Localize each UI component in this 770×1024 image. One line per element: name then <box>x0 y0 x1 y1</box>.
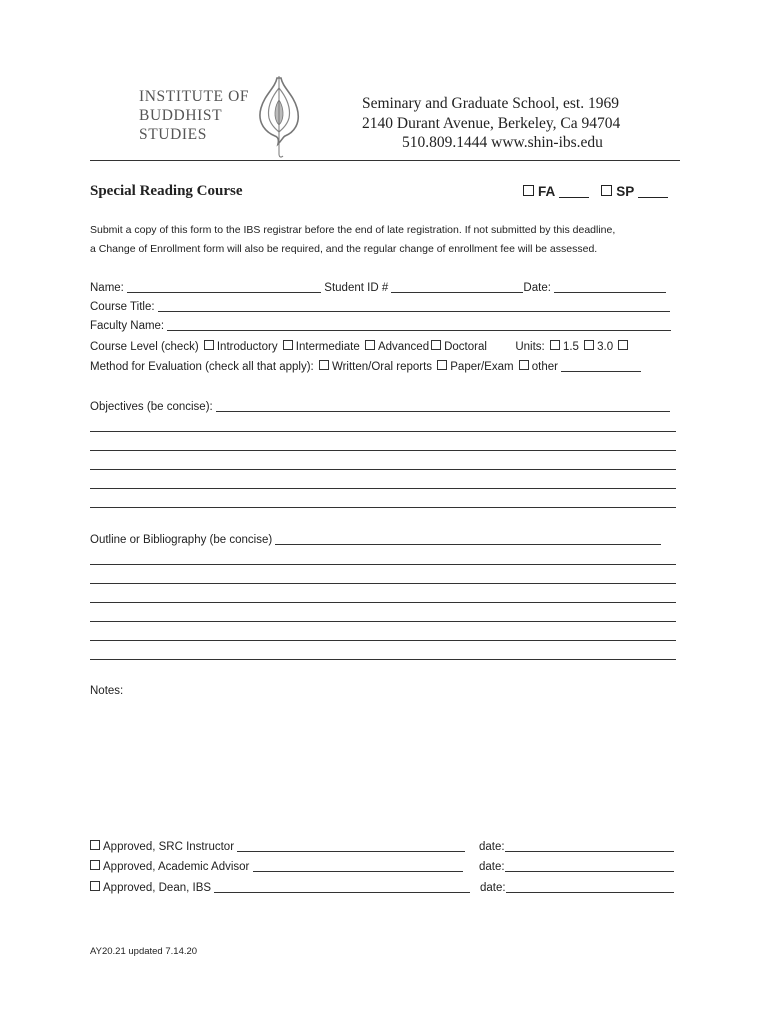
outline-line[interactable] <box>90 564 676 565</box>
advanced-checkbox[interactable] <box>365 340 375 350</box>
paper-exam-checkbox[interactable] <box>437 360 447 370</box>
logo-line-3: STUDIES <box>139 126 207 143</box>
faculty-name-label: Faculty Name: <box>90 320 165 332</box>
student-id-label: Student ID # <box>324 282 389 294</box>
approval-advisor-date-label: date: <box>479 861 505 873</box>
course-title-field[interactable] <box>158 300 670 312</box>
introductory-checkbox[interactable] <box>204 340 214 350</box>
instructions <box>90 221 615 259</box>
student-id-field[interactable] <box>391 281 523 293</box>
units-3-0-label: 3.0 <box>597 341 614 353</box>
units-extra-checkbox[interactable] <box>618 340 628 350</box>
version-footer: AY20.21 updated 7.14.20 <box>90 946 198 957</box>
name-field[interactable] <box>127 281 321 293</box>
faculty-name-row <box>90 319 671 332</box>
approved-advisor-signature[interactable] <box>253 860 463 872</box>
term-fa-label: FA <box>538 184 556 199</box>
approval-dean-date-field[interactable] <box>506 881 674 893</box>
outline-line[interactable] <box>90 583 676 584</box>
written-oral-checkbox[interactable] <box>319 360 329 370</box>
logo-line-2: BUDDHIST <box>139 107 223 124</box>
approved-src-signature[interactable] <box>237 840 465 852</box>
approval-advisor-date-field[interactable] <box>505 860 674 872</box>
doctoral-checkbox[interactable] <box>431 340 441 350</box>
introductory-label: Introductory <box>216 341 278 353</box>
paper-exam-label: Paper/Exam <box>450 361 514 373</box>
course-level-row <box>90 340 631 353</box>
other-field[interactable] <box>561 360 641 372</box>
objectives-line[interactable] <box>90 431 676 432</box>
units-1-5-label: 1.5 <box>562 341 579 353</box>
term-fa-checkbox[interactable] <box>523 185 534 196</box>
name-label: Name: <box>90 282 124 294</box>
faculty-name-field[interactable] <box>167 319 671 331</box>
course-title-label: Course Title: <box>90 301 155 313</box>
term-sp-blank[interactable] <box>638 197 668 198</box>
term-sp-label: SP <box>616 184 635 199</box>
address-line-3: 510.809.1444 www.shin-ibs.edu <box>402 134 603 151</box>
approval-src-row <box>90 840 465 853</box>
form-title: Special Reading Course <box>90 183 243 199</box>
address-line-2: 2140 Durant Avenue, Berkeley, Ca 94704 <box>362 114 621 132</box>
approval-advisor-row <box>90 860 463 873</box>
units-3-0-checkbox[interactable] <box>584 340 594 350</box>
approval-dean-date-label: date: <box>480 882 506 894</box>
approval-advisor-date-row <box>479 860 674 873</box>
address-line-1: Seminary and Graduate School, est. 1969 <box>362 95 619 112</box>
term-fa-blank[interactable] <box>559 197 589 198</box>
approval-src-date-label: date: <box>479 841 505 853</box>
date-field[interactable] <box>554 281 666 293</box>
units-label: Units: <box>515 341 545 353</box>
school-address <box>362 94 620 153</box>
approval-dean-row <box>90 881 470 894</box>
objectives-label: Objectives (be concise): <box>90 401 213 413</box>
outline-label: Outline or Bibliography (be concise) <box>90 534 273 546</box>
logo-line-1: INSTITUTE OF <box>139 88 250 105</box>
objectives-line[interactable] <box>90 469 676 470</box>
approved-dean-checkbox[interactable] <box>90 881 100 891</box>
header-divider <box>90 160 680 161</box>
advanced-label: Advanced <box>377 341 430 353</box>
approved-dean-signature[interactable] <box>214 881 470 893</box>
outline-line[interactable] <box>90 602 676 603</box>
name-row <box>90 281 666 294</box>
instructions-line-1: Submit a copy of this form to the IBS registrar before the end of late registration. If not submitted by this deadline, <box>90 224 616 236</box>
units-1-5-checkbox[interactable] <box>550 340 560 350</box>
objectives-line[interactable] <box>90 507 676 508</box>
term-selector <box>523 184 668 199</box>
outline-line[interactable] <box>90 621 676 622</box>
course-title-row <box>90 300 670 313</box>
objectives-field[interactable] <box>216 400 670 412</box>
approval-src-date-row <box>479 840 674 853</box>
institute-logo-text <box>139 87 249 144</box>
date-label: Date: <box>523 282 551 294</box>
approved-src-checkbox[interactable] <box>90 840 100 850</box>
other-checkbox[interactable] <box>519 360 529 370</box>
objectives-row <box>90 400 670 413</box>
method-label: Method for Evaluation (check all that apply): <box>90 361 314 373</box>
objectives-line[interactable] <box>90 488 676 489</box>
approved-advisor-checkbox[interactable] <box>90 860 100 870</box>
other-label: other <box>531 361 558 373</box>
outline-row <box>90 533 661 546</box>
doctoral-label: Doctoral <box>444 341 487 353</box>
outline-line[interactable] <box>90 640 676 641</box>
approval-src-date-field[interactable] <box>505 840 674 852</box>
approval-dean-date-row <box>480 881 674 894</box>
approved-src-label: Approved, SRC Instructor <box>103 841 235 853</box>
notes-label: Notes: <box>90 685 124 697</box>
bodhi-leaf-logo-icon <box>255 74 305 160</box>
intermediate-checkbox[interactable] <box>283 340 293 350</box>
course-level-label: Course Level (check) <box>90 341 199 353</box>
approved-dean-label: Approved, Dean, IBS <box>103 882 212 894</box>
outline-line[interactable] <box>90 659 676 660</box>
instructions-line-2: a Change of Enrollment form will also be required, and the regular change of enrollment fee will be assessed. <box>90 243 598 255</box>
written-oral-label: Written/Oral reports <box>331 361 433 373</box>
objectives-line[interactable] <box>90 450 676 451</box>
approved-advisor-label: Approved, Academic Advisor <box>103 861 250 873</box>
method-row <box>90 360 641 373</box>
outline-field[interactable] <box>275 533 661 545</box>
term-sp-checkbox[interactable] <box>601 185 612 196</box>
intermediate-label: Intermediate <box>295 341 360 353</box>
